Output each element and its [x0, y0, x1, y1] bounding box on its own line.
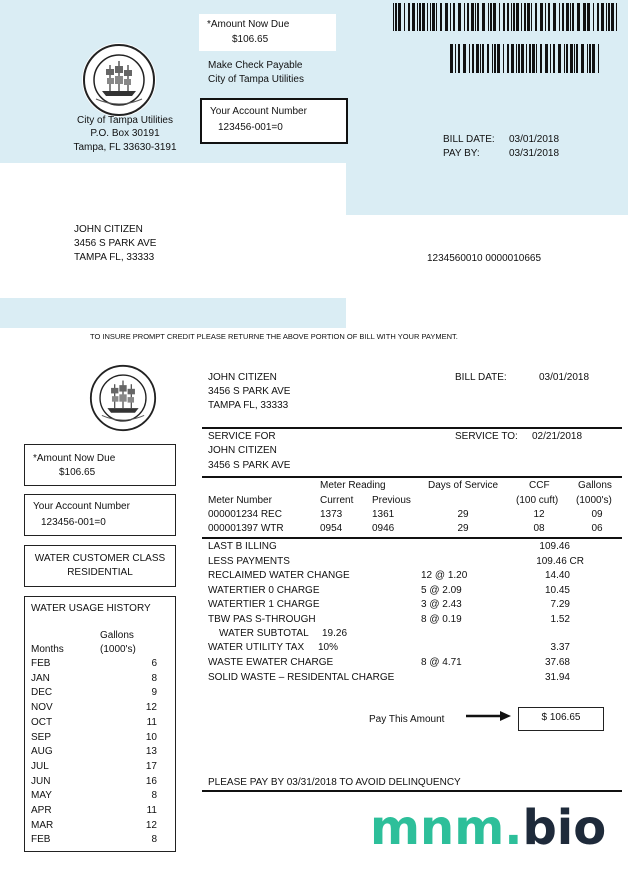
lower-account-number: 123456-001=0 — [41, 517, 106, 528]
barcode-bar — [540, 44, 542, 73]
charge-rate: 5 @ 2.09 — [421, 584, 462, 596]
current-header: Current — [320, 495, 354, 506]
barcode-bar — [497, 44, 500, 73]
barcode-bar — [488, 3, 489, 31]
barcode-bar — [532, 44, 535, 73]
account-number-box — [200, 98, 348, 144]
barcode-bar — [472, 44, 474, 73]
barcode-bar — [570, 44, 573, 73]
history-gallons: 8 — [151, 790, 157, 802]
barcode-bar — [526, 44, 527, 73]
pay-this-amount-box — [518, 707, 604, 731]
barcode-bar — [587, 44, 588, 73]
barcode-top — [393, 3, 619, 31]
barcode-bar — [531, 3, 532, 31]
charge-row — [208, 614, 622, 628]
delinquency-note: PLEASE PAY BY 03/31/2018 TO AVOID DELINQUENCY — [208, 777, 461, 788]
amount-due-value: $106.65 — [232, 34, 269, 45]
history-gallons: 11 — [146, 805, 157, 816]
address-window — [0, 163, 346, 298]
barcode-bar — [589, 44, 591, 73]
meter-ccf: 08 — [533, 523, 545, 534]
history-gallons: 13 — [145, 746, 157, 758]
barcode-bar — [553, 3, 556, 31]
account-label: Your Account Number — [210, 106, 307, 117]
meter-days: 29 — [457, 509, 469, 520]
usage-col-gallons: Gallons — [100, 630, 134, 641]
city-seal — [82, 43, 156, 117]
barcode-bar — [516, 44, 517, 73]
days-of-service-header: Days of Service — [428, 480, 499, 491]
charge-label: WATERTIER 0 CHARGE — [208, 584, 320, 596]
history-gallons: 10 — [145, 731, 157, 743]
meter-number: 000001397 WTR — [208, 523, 284, 534]
divider-bottom — [202, 790, 622, 792]
barcode-bar — [404, 3, 405, 31]
barcode-bar — [592, 44, 595, 73]
stub-bill-date-label: BILL DATE: — [443, 134, 495, 145]
customer-class-line1: WATER CUSTOMER CLASS — [34, 553, 166, 564]
barcode-bar — [516, 3, 519, 31]
amount-due-label: *Amount Now Due — [207, 19, 290, 30]
barcode-bar — [503, 3, 505, 31]
divider-charges — [202, 537, 622, 539]
charge-label: WATERTIER 1 CHARGE — [208, 599, 320, 610]
barcode-bar — [471, 3, 474, 31]
account-number: 123456-001=0 — [218, 122, 283, 133]
history-row — [31, 834, 157, 848]
barcode-bar — [562, 3, 564, 31]
charge-amount: 1.52 — [550, 613, 570, 625]
history-month: FEB — [31, 658, 51, 669]
meter-current: 0954 — [320, 523, 343, 534]
history-month: AUG — [31, 746, 53, 758]
barcode-bar — [521, 44, 524, 73]
bill-customer-name: JOHN CITIZEN — [208, 372, 277, 383]
history-month: JUL — [31, 760, 49, 772]
charge-row — [208, 599, 622, 613]
divider-meter — [202, 476, 622, 478]
history-month: DEC — [31, 687, 53, 699]
charge-amount: 109.46 CR — [536, 555, 584, 567]
barcode-bar — [458, 44, 460, 73]
meter-number: 000001234 REC — [208, 509, 282, 520]
bill-date-value: 03/01/2018 — [539, 372, 590, 383]
charge-amount: 109.46 — [539, 541, 570, 552]
history-gallons: 9 — [151, 687, 157, 699]
watermark-part1: mnm. — [370, 800, 523, 856]
barcode-bar — [464, 3, 465, 31]
barcode-bar — [492, 44, 493, 73]
stub-bill-date: 03/01/2018 — [509, 134, 560, 145]
customer-class-box — [24, 545, 176, 587]
bill-date-label: BILL DATE: — [455, 372, 507, 383]
barcode-bar — [511, 3, 512, 31]
barcode-bar — [540, 3, 543, 31]
barcode-bar — [606, 3, 607, 31]
barcode-bar — [550, 44, 551, 73]
city-seal-lower — [89, 364, 157, 432]
service-to-value: 02/21/2018 — [532, 431, 583, 442]
barcode-bar — [493, 3, 496, 31]
barcode-bar — [518, 44, 520, 73]
utility-tax-rate: 10% — [318, 642, 339, 653]
barcode-bar — [499, 3, 500, 31]
barcode-bottom — [450, 44, 602, 73]
history-row — [31, 687, 157, 701]
barcode-bar — [440, 3, 442, 31]
stub-pay-by-label: PAY BY: — [443, 148, 480, 159]
history-row — [31, 702, 157, 716]
scan-line: 1234560010 0000010665 — [427, 253, 542, 264]
barcode-bar — [553, 44, 555, 73]
history-row — [31, 805, 157, 819]
barcode-bar — [566, 3, 569, 31]
water-subtotal-value: 19.26 — [322, 628, 348, 639]
barcode-bar — [482, 3, 485, 31]
barcode-bar — [529, 44, 531, 73]
barcode-bar — [412, 3, 415, 31]
barcode-bar — [430, 3, 432, 31]
barcode-bar — [480, 44, 481, 73]
barcode-bar — [558, 44, 561, 73]
barcode-bar — [545, 3, 546, 31]
pay-this-amount-label: Pay This Amount — [369, 714, 445, 725]
history-row — [31, 717, 157, 731]
charge-label: LESS PAYMENTS — [208, 555, 290, 567]
history-gallons: 16 — [145, 775, 157, 787]
charge-label: RECLAIMED WATER CHANGE — [208, 570, 350, 581]
history-gallons: 11 — [146, 716, 157, 728]
meter-current: 1373 — [320, 509, 343, 520]
service-to-label: SERVICE TO: — [455, 431, 518, 442]
meter-row — [208, 509, 622, 523]
barcode-bar — [450, 3, 451, 31]
previous-header: Previous — [372, 495, 411, 506]
lower-account-box — [24, 494, 176, 536]
wastewater-rate: 8 @ 4.71 — [421, 657, 462, 668]
barcode-bar — [527, 3, 530, 31]
meter-reading-header: Meter Reading — [320, 480, 386, 491]
history-row — [31, 790, 157, 804]
barcode-bar — [577, 3, 580, 31]
history-row — [31, 761, 157, 775]
barcode-bar — [417, 3, 418, 31]
barcode-bar — [587, 3, 590, 31]
history-month: JAN — [31, 672, 50, 684]
gallons-unit: (1000's) — [576, 495, 612, 506]
barcode-bar — [503, 44, 504, 73]
history-gallons: 6 — [151, 658, 157, 669]
wastewater-amount: 37.68 — [544, 657, 570, 668]
watermark-part2: bio — [522, 800, 607, 856]
barcode-bar — [559, 3, 560, 31]
history-month: MAR — [31, 819, 54, 831]
lower-amount-due-box — [24, 444, 176, 486]
barcode-bar — [513, 3, 515, 31]
barcode-bar — [611, 3, 614, 31]
barcode-bar — [601, 3, 604, 31]
utility-tax-amount: 3.37 — [550, 642, 570, 653]
history-row — [31, 746, 157, 760]
charge-row — [208, 556, 622, 570]
org-city: Tampa, FL 33630-3191 — [73, 142, 177, 153]
barcode-bar — [576, 44, 578, 73]
history-gallons: 12 — [145, 702, 157, 714]
barcode-bar — [436, 3, 437, 31]
ccf-unit: (100 cuft) — [516, 495, 559, 506]
history-month: APR — [31, 805, 52, 816]
history-row — [31, 776, 157, 790]
barcode-bar — [507, 3, 510, 31]
service-name: JOHN CITIZEN — [208, 445, 277, 456]
barcode-bar — [564, 44, 565, 73]
mailing-street: 3456 S PARK AVE — [74, 238, 157, 249]
meter-previous: 1361 — [372, 509, 395, 520]
barcode-bar — [467, 3, 469, 31]
charge-amount: 14.40 — [544, 570, 570, 581]
payable-line1: Make Check Payable — [208, 60, 303, 71]
charge-amount: 10.45 — [544, 584, 570, 596]
water-subtotal-label: WATER SUBTOTAL — [219, 628, 309, 639]
meter-gallons: 09 — [591, 509, 603, 520]
usage-col-months: Months — [31, 644, 64, 655]
charge-row — [208, 585, 622, 599]
meter-row — [208, 523, 622, 537]
barcode-bar — [395, 3, 397, 31]
barcode-bar — [476, 44, 479, 73]
charge-rate: 3 @ 2.43 — [421, 599, 462, 610]
payable-line2: City of Tampa Utilities — [208, 74, 304, 85]
bill-customer-street: 3456 S PARK AVE — [208, 386, 291, 397]
mailing-name: JOHN CITIZEN — [74, 224, 143, 235]
meter-ccf: 12 — [533, 509, 545, 520]
barcode-bar — [572, 3, 574, 31]
org-po-box: P.O. Box 30191 — [90, 128, 160, 139]
barcode-bar — [458, 3, 461, 31]
mailing-city: TAMPA FL, 33333 — [74, 252, 155, 263]
charge-rate: 12 @ 1.20 — [421, 570, 468, 581]
meter-previous: 0946 — [372, 523, 395, 534]
usage-history-title: WATER USAGE HISTORY — [31, 603, 151, 614]
history-row — [31, 732, 157, 746]
barcode-bar — [574, 44, 575, 73]
barcode-bar — [482, 44, 484, 73]
bill-customer-city: TAMPA FL, 33333 — [208, 400, 289, 411]
barcode-bar — [475, 3, 476, 31]
barcode-bar — [608, 3, 610, 31]
pay-this-amount-value: $ 106.65 — [541, 712, 581, 723]
barcode-bar — [450, 44, 453, 73]
charge-row — [208, 570, 622, 584]
charge-row — [208, 541, 622, 555]
lower-account-label: Your Account Number — [33, 501, 130, 512]
history-month: NOV — [31, 702, 53, 714]
charge-label: LAST B ILLING — [208, 541, 277, 552]
meter-days: 29 — [457, 523, 469, 534]
service-street: 3456 S PARK AVE — [208, 460, 291, 471]
barcode-bar — [398, 3, 401, 31]
history-gallons: 8 — [151, 672, 157, 684]
barcode-bar — [616, 3, 617, 31]
utility-tax-label: WATER UTILITY TAX — [208, 642, 305, 653]
barcode-bar — [581, 44, 584, 73]
scan-area — [346, 215, 628, 328]
barcode-bar — [408, 3, 410, 31]
charge-rate: 8 @ 0.19 — [421, 613, 462, 625]
barcode-bar — [598, 44, 599, 73]
barcode-bar — [597, 3, 599, 31]
history-month: MAY — [31, 790, 52, 802]
barcode-bar — [507, 44, 509, 73]
charge-amount: 7.29 — [550, 599, 570, 610]
barcode-bar — [419, 3, 421, 31]
lower-amount-due-value: $106.65 — [59, 467, 96, 478]
watermark-logo — [370, 800, 606, 856]
solid-waste-label: SOLID WASTE – RESIDENTAL CHARGE — [208, 672, 395, 683]
barcode-bar — [463, 44, 466, 73]
org-name: City of Tampa Utilities — [77, 115, 173, 126]
meter-gallons: 06 — [591, 523, 603, 534]
gallons-header: Gallons — [578, 480, 612, 491]
barcode-bar — [455, 44, 456, 73]
barcode-bar — [521, 3, 522, 31]
barcode-bar — [566, 44, 568, 73]
wastewater-label: WASTE EWATER CHARGE — [208, 657, 334, 668]
history-row — [31, 820, 157, 834]
barcode-bar — [570, 3, 571, 31]
history-month: FEB — [31, 834, 51, 846]
barcode-bar — [445, 3, 448, 31]
barcode-bar — [535, 3, 537, 31]
history-month: JUN — [31, 775, 51, 787]
service-for-label: SERVICE FOR — [208, 431, 276, 442]
amount-due-box — [199, 14, 336, 51]
barcode-bar — [593, 3, 594, 31]
barcode-bar — [536, 44, 537, 73]
meter-number-header: Meter Number — [208, 495, 272, 506]
divider-service — [202, 427, 622, 429]
history-row — [31, 673, 157, 687]
ccf-header: CCF — [529, 480, 550, 491]
barcode-bar — [453, 3, 455, 31]
barcode-bar — [393, 3, 394, 31]
barcode-bar — [583, 3, 584, 31]
barcode-bar — [584, 3, 586, 31]
barcode-bar — [524, 3, 526, 31]
usage-history-box — [24, 596, 176, 852]
usage-col-unit: (1000's) — [100, 644, 136, 655]
barcode-bar — [490, 3, 492, 31]
barcode-bar — [487, 44, 490, 73]
barcode-bar — [477, 3, 479, 31]
barcode-bar — [511, 44, 514, 73]
charge-label: TBW PAS S-THROUGH — [208, 613, 316, 625]
history-month: OCT — [31, 716, 53, 728]
solid-waste-amount: 31.94 — [544, 672, 570, 683]
lower-amount-due-label: *Amount Now Due — [33, 453, 116, 464]
barcode-bar — [494, 44, 496, 73]
history-gallons: 12 — [145, 819, 157, 831]
stub-pay-by: 03/31/2018 — [509, 148, 560, 159]
return-instruction: TO INSURE PROMPT CREDIT PLEASE RETURNE THE ABOVE PORTION OF BILL WITH YOUR PAYMENT. — [90, 332, 458, 341]
arrow-right-icon — [466, 710, 512, 722]
barcode-bar — [469, 44, 470, 73]
customer-class-line2: RESIDENTIAL — [67, 567, 133, 578]
barcode-bar — [545, 44, 548, 73]
history-month: SEP — [31, 731, 52, 743]
history-row — [31, 658, 157, 672]
barcode-bar — [427, 3, 428, 31]
history-gallons: 17 — [145, 760, 157, 772]
barcode-bar — [432, 3, 435, 31]
barcode-bar — [548, 3, 550, 31]
barcode-bar — [422, 3, 425, 31]
history-gallons: 8 — [151, 834, 157, 846]
